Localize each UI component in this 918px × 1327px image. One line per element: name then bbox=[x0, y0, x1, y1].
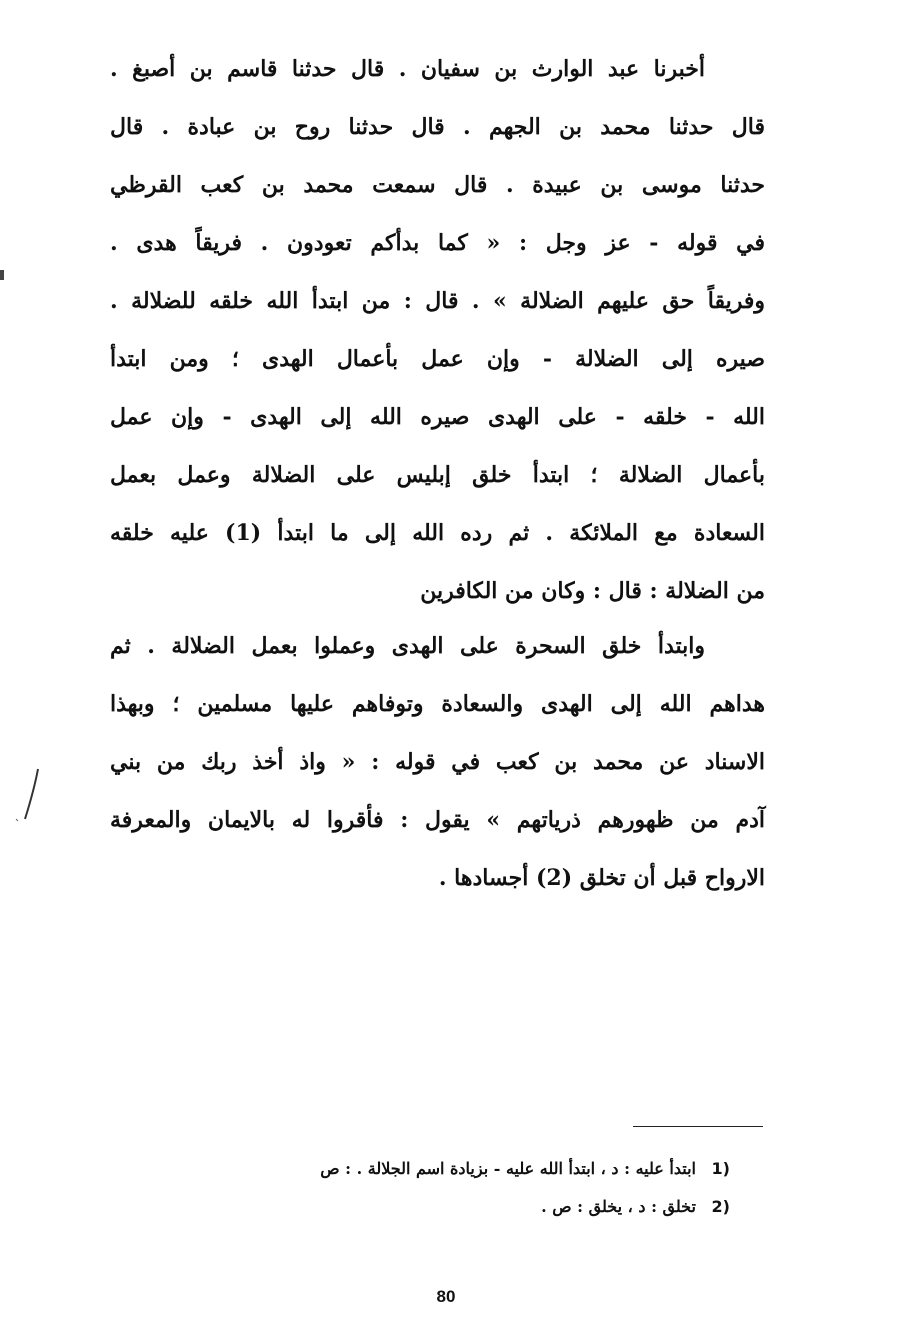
text-line: قال حدثنا محمد بن الجهم . قال حدثنا روح بن عبادة . قال bbox=[110, 114, 765, 140]
paragraph-1 bbox=[110, 40, 765, 620]
text-line: هداهم الله إلى الهدى والسعادة وتوفاهم عليها مسلمين ؛ وبهذا bbox=[110, 691, 766, 717]
margin-tick-mark bbox=[0, 270, 4, 280]
footnote-text: ابتدأ عليه : د ، ابتدأ الله عليه - بزيادة اسم الجلالة . : ص bbox=[320, 1159, 696, 1178]
footnote-number: 1) bbox=[711, 1159, 730, 1178]
footnote-number: 2) bbox=[711, 1197, 730, 1216]
text-line: الاسناد عن محمد بن كعب في قوله : « واذ أخذ ربك من بني bbox=[110, 749, 765, 775]
footnote-divider bbox=[633, 1126, 763, 1127]
text-line: أخبرنا عبد الوارث بن سفيان . قال حدثنا قاسم بن أصبغ . bbox=[110, 56, 705, 82]
text-line: آدم من ظهورهم ذرياتهم » يقول : فأقروا له بالايمان والمعرفة bbox=[110, 807, 765, 833]
text-line: الله - خلقه - على الهدى صيره الله إلى الهدى - وإن عمل bbox=[110, 404, 765, 430]
text-line: حدثنا موسى بن عبيدة . قال سمعت محمد بن كعب القرظي bbox=[110, 172, 765, 198]
text-line: صيره إلى الضلالة - وإن عمل بأعمال الهدى ؛ ومن ابتدأ bbox=[110, 346, 765, 372]
footnote-text: تخلق : د ، يخلق : ص . bbox=[541, 1197, 696, 1216]
text-line: من الضلالة : قال : وكان من الكافرين bbox=[420, 578, 765, 604]
footnote-1 bbox=[120, 1150, 730, 1188]
text-line: الارواح قبل أن تخلق (2) أجسادها . bbox=[438, 865, 765, 891]
margin-pen-mark bbox=[8, 765, 48, 825]
footnotes bbox=[120, 1150, 730, 1226]
page-number: 80 bbox=[436, 1287, 456, 1306]
paragraph-2 bbox=[110, 617, 765, 907]
text-line: وابتدأ خلق السحرة على الهدى وعملوا بعمل الضلالة . ثم bbox=[110, 633, 705, 659]
text-line: السعادة مع الملائكة . ثم رده الله إلى ما ابتدأ (1) عليه خلقه bbox=[110, 520, 765, 546]
footnote-2 bbox=[120, 1188, 730, 1226]
text-line: في قوله - عز وجل : « كما بدأكم تعودون . فريقاً هدى . bbox=[110, 230, 765, 256]
text-line: وفريقاً حق عليهم الضلالة » . قال : من ابتدأ الله خلقه للضلالة . bbox=[110, 288, 765, 314]
text-line: بأعمال الضلالة ؛ ابتدأ خلق إبليس على الضلالة وعمل بعمل bbox=[110, 462, 765, 488]
